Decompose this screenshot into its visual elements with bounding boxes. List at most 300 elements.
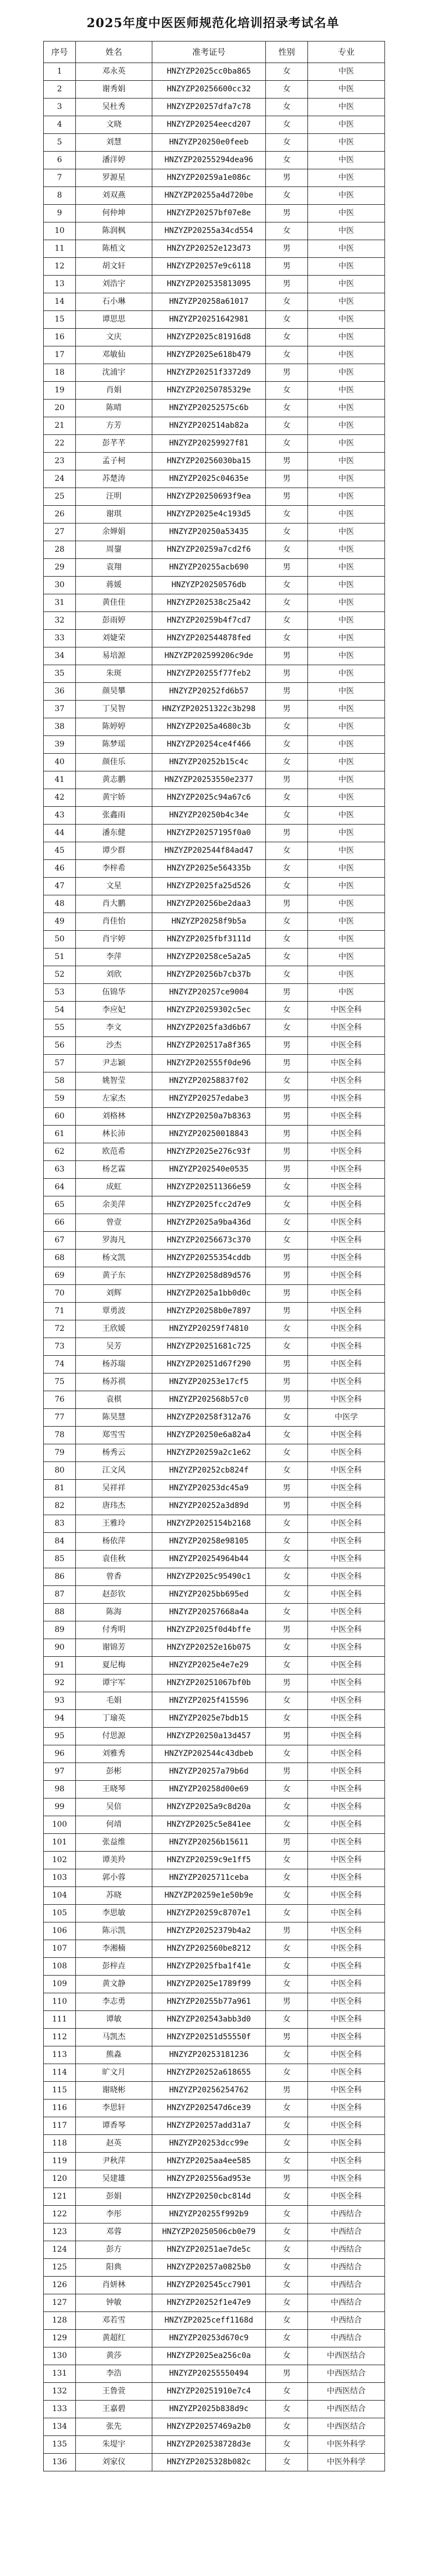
cell-no: 92 [44,1675,76,1692]
cell-gender: 女 [266,1232,308,1250]
cell-gender: 女 [266,99,308,116]
cell-ticket-id: HNZYZP20257a79b6d [152,1763,266,1781]
cell-no: 23 [44,453,76,470]
cell-name: 邓蓉 [76,2223,152,2241]
cell-no: 36 [44,683,76,701]
cell-name: 刘格林 [76,1108,152,1126]
cell-ticket-id: HNZYZP20253e17cf5 [152,1373,266,1391]
cell-ticket-id: HNZYZP20255f992b9 [152,2206,266,2223]
cell-ticket-id: HNZYZP20253181236 [152,2046,266,2064]
cell-gender: 男 [266,665,308,683]
cell-ticket-id: HNZYZP202538728d3e [152,2436,266,2454]
cell-ticket-id: HNZYZP2025a1bb0d0c [152,1285,266,1303]
cell-no: 118 [44,2135,76,2153]
cell-major: 中医全科 [308,1816,385,1834]
table-row [44,931,385,948]
table-row [44,1055,385,1072]
cell-major: 中医 [308,842,385,860]
cell-ticket-id: HNZYZP20257a0825b0 [152,2259,266,2277]
cell-major: 中医全科 [308,1214,385,1232]
header-no: 序号 [44,42,76,63]
cell-no: 81 [44,1480,76,1497]
cell-ticket-id: HNZYZP20255b77a961 [152,1993,266,2011]
cell-name: 汪明 [76,488,152,506]
cell-no: 99 [44,1798,76,1816]
cell-ticket-id: HNZYZP20258e98105 [152,1533,266,1551]
cell-major: 中医全科 [308,1161,385,1179]
cell-gender: 女 [266,1887,308,1905]
cell-ticket-id: HNZYZP202599206c9de [152,647,266,665]
cell-gender: 男 [266,1285,308,1303]
cell-major: 中医全科 [308,1072,385,1090]
table-row [44,1922,385,1940]
table-row [44,612,385,630]
table-row [44,1958,385,1976]
cell-ticket-id: HNZYZP20257195f0a0 [152,825,266,842]
table-row [44,1391,385,1409]
cell-ticket-id: HNZYZP2025aa4ee585 [152,2153,266,2170]
cell-gender: 女 [266,187,308,205]
table-row [44,1179,385,1196]
cell-major: 中医 [308,594,385,612]
cell-major: 中医全科 [308,2011,385,2029]
cell-ticket-id: HNZYZP2025fbf3111d [152,931,266,948]
cell-ticket-id: HNZYZP20251642981 [152,311,266,329]
cell-ticket-id: HNZYZP2025fa25d526 [152,878,266,895]
table-row [44,240,385,258]
cell-name: 王欣媛 [76,1320,152,1338]
cell-name: 旷文月 [76,2064,152,2082]
table-row [44,594,385,612]
cell-name: 肖佳怡 [76,913,152,931]
cell-name: 谭思思 [76,311,152,329]
cell-no: 14 [44,293,76,311]
cell-gender: 女 [266,1816,308,1834]
cell-major: 中西结合 [308,2259,385,2277]
cell-major: 中医全科 [308,2064,385,2082]
cell-gender: 男 [266,701,308,718]
table-row [44,2277,385,2294]
cell-major: 中医全科 [308,1303,385,1320]
cell-major: 中医全科 [308,2100,385,2117]
table-row [44,2117,385,2135]
cell-ticket-id: HNZYZP20250e0feeb [152,134,266,152]
cell-gender: 女 [266,1462,308,1480]
cell-major: 中医 [308,382,385,400]
cell-gender: 女 [266,2046,308,2064]
cell-ticket-id: HNZYZP20252e16b075 [152,1639,266,1657]
cell-no: 91 [44,1657,76,1675]
cell-ticket-id: HNZYZP20250506cb0e79 [152,2223,266,2241]
cell-name: 黄佳佳 [76,594,152,612]
cell-gender: 男 [266,1037,308,1055]
cell-gender: 女 [266,1781,308,1798]
cell-no: 80 [44,1462,76,1480]
cell-name: 李梓希 [76,860,152,878]
table-header-row [44,42,385,63]
cell-major: 中医全科 [308,1639,385,1657]
cell-no: 30 [44,577,76,594]
cell-ticket-id: HNZYZP20252379b4a2 [152,1922,266,1940]
cell-ticket-id: HNZYZP20250a53435 [152,524,266,541]
cell-major: 中医 [308,506,385,524]
cell-name: 李湘楠 [76,1940,152,1958]
table-row [44,382,385,400]
cell-major: 中医 [308,205,385,222]
cell-gender: 女 [266,1551,308,1568]
cell-no: 61 [44,1126,76,1143]
cell-no: 108 [44,1958,76,1976]
header-major: 专业 [308,42,385,63]
cell-no: 29 [44,559,76,577]
cell-gender: 女 [266,807,308,825]
table-row [44,1320,385,1338]
cell-major: 中医全科 [308,1037,385,1055]
cell-name: 王嘉碧 [76,2401,152,2418]
cell-major: 中医全科 [308,1267,385,1285]
table-row [44,1002,385,1019]
cell-gender: 女 [266,382,308,400]
cell-ticket-id: HNZYZP20256673c370 [152,1232,266,1250]
cell-gender: 女 [266,1002,308,1019]
cell-ticket-id: HNZYZP20250785329e [152,382,266,400]
cell-major: 中医全科 [308,2153,385,2170]
cell-name: 曾壹 [76,1214,152,1232]
table-row [44,1905,385,1922]
cell-major: 中医外科学 [308,2436,385,2454]
cell-ticket-id: HNZYZP2025154b2168 [152,1515,266,1533]
table-row [44,2436,385,2454]
cell-name: 袁翔 [76,559,152,577]
cell-gender: 女 [266,948,308,966]
table-row [44,1338,385,1356]
cell-ticket-id: HNZYZP202517a8f365 [152,1037,266,1055]
table-row [44,2347,385,2365]
cell-ticket-id: HNZYZP20255f77feb2 [152,665,266,683]
cell-major: 中医全科 [308,1675,385,1692]
cell-major: 中医 [308,453,385,470]
cell-ticket-id: HNZYZP2025ceff1168d [152,2312,266,2330]
table-row [44,470,385,488]
table-row [44,1940,385,1958]
cell-no: 68 [44,1250,76,1267]
cell-ticket-id: HNZYZP20257dfa7c78 [152,99,266,116]
cell-major: 中医 [308,364,385,382]
cell-ticket-id: HNZYZP2025a4680c3b [152,718,266,736]
cell-gender: 男 [266,1675,308,1692]
cell-no: 26 [44,506,76,524]
cell-name: 张鑫雨 [76,807,152,825]
cell-ticket-id: HNZYZP20250a7b8363 [152,1108,266,1126]
cell-gender: 女 [266,2418,308,2436]
table-row [44,1196,385,1214]
cell-name: 文星 [76,878,152,895]
cell-gender: 女 [266,1515,308,1533]
cell-gender: 女 [266,2401,308,2418]
cell-gender: 女 [266,2277,308,2294]
cell-no: 72 [44,1320,76,1338]
cell-no: 1 [44,63,76,81]
cell-no: 57 [44,1055,76,1072]
cell-name: 彭彬 [76,1763,152,1781]
cell-name: 李萍 [76,948,152,966]
cell-no: 9 [44,205,76,222]
cell-ticket-id: HNZYZP2025cc0ba865 [152,63,266,81]
cell-gender: 男 [266,488,308,506]
cell-no: 116 [44,2100,76,2117]
cell-major: 中医 [308,329,385,346]
table-row [44,205,385,222]
cell-ticket-id: HNZYZP20253dc45a9 [152,1480,266,1497]
cell-gender: 女 [266,594,308,612]
table-row [44,2064,385,2082]
cell-gender: 女 [266,1019,308,1037]
cell-name: 刘浩宇 [76,276,152,293]
table-row [44,1781,385,1798]
cell-name: 付思源 [76,1728,152,1745]
cell-ticket-id: HNZYZP2025711ceba [152,1869,266,1887]
cell-ticket-id: HNZYZP20257edabe3 [152,1090,266,1108]
cell-name: 彭芊芊 [76,435,152,453]
cell-name: 熊淼 [76,2046,152,2064]
cell-gender: 女 [266,1179,308,1196]
cell-ticket-id: HNZYZP2025e1789f99 [152,1976,266,1993]
cell-no: 62 [44,1143,76,1161]
cell-gender: 男 [266,1055,308,1072]
cell-name: 姚智莹 [76,1072,152,1090]
cell-name: 赵英 [76,2135,152,2153]
cell-ticket-id: HNZYZP20258ce5a2a5 [152,948,266,966]
cell-gender: 女 [266,524,308,541]
cell-major: 中医 [308,311,385,329]
cell-no: 133 [44,2401,76,2418]
cell-major: 中医全科 [308,1834,385,1852]
cell-major: 中西医结合 [308,2347,385,2365]
cell-ticket-id: HNZYZP20259e1e50b9e [152,1887,266,1905]
cell-no: 84 [44,1533,76,1551]
cell-name: 邓敏仙 [76,346,152,364]
table-row [44,1834,385,1852]
cell-no: 45 [44,842,76,860]
table-row [44,984,385,1002]
cell-gender: 女 [266,630,308,647]
cell-ticket-id: HNZYZP2025b838d9c [152,2401,266,2418]
cell-no: 85 [44,1551,76,1568]
cell-ticket-id: HNZYZP20255550494 [152,2365,266,2383]
cell-name: 邓永英 [76,63,152,81]
cell-ticket-id: HNZYZP20251067bf0b [152,1675,266,1692]
cell-ticket-id: HNZYZP20254ce4f466 [152,736,266,754]
table-row [44,1232,385,1250]
cell-no: 19 [44,382,76,400]
cell-major: 中医全科 [308,1551,385,1568]
cell-gender: 男 [266,2365,308,2383]
cell-major: 中医 [308,134,385,152]
cell-gender: 女 [266,1869,308,1887]
cell-no: 105 [44,1905,76,1922]
cell-gender: 男 [266,1480,308,1497]
cell-gender: 女 [266,311,308,329]
table-row [44,152,385,169]
cell-ticket-id: HNZYZP2025c94a67c6 [152,789,266,807]
cell-gender: 女 [266,2064,308,2082]
table-row [44,2241,385,2259]
table-row [44,435,385,453]
cell-ticket-id: HNZYZP20252fd6b57 [152,683,266,701]
cell-no: 119 [44,2153,76,2170]
table-row [44,1551,385,1568]
cell-no: 54 [44,1002,76,1019]
cell-no: 87 [44,1586,76,1604]
cell-ticket-id: HNZYZP2025c04635e [152,470,266,488]
cell-ticket-id: HNZYZP20250cbc814d [152,2188,266,2206]
cell-major: 中医全科 [308,1285,385,1303]
cell-ticket-id: HNZYZP2025a9c8d20a [152,1798,266,1816]
table-row [44,1019,385,1037]
cell-ticket-id: HNZYZP20251681c725 [152,1338,266,1356]
cell-ticket-id: HNZYZP20257668a4a [152,1604,266,1621]
cell-ticket-id: HNZYZP202545cc7901 [152,2277,266,2294]
cell-name: 唐玮杰 [76,1497,152,1515]
cell-gender: 女 [266,736,308,754]
cell-no: 7 [44,169,76,187]
cell-ticket-id: HNZYZP20257bf07e8e [152,205,266,222]
cell-gender: 女 [266,931,308,948]
cell-gender: 男 [266,276,308,293]
table-row [44,1692,385,1710]
cell-gender: 男 [266,895,308,913]
table-row [44,1497,385,1515]
cell-ticket-id: HNZYZP20257add31a7 [152,2117,266,2135]
table-row [44,701,385,718]
cell-major: 中医全科 [308,1250,385,1267]
cell-name: 杨依萍 [76,1533,152,1551]
table-row [44,169,385,187]
cell-gender: 女 [266,2011,308,2029]
cell-no: 126 [44,2277,76,2294]
cell-no: 89 [44,1621,76,1639]
cell-no: 5 [44,134,76,152]
table-row [44,878,385,895]
cell-gender: 女 [266,400,308,417]
cell-major: 中医全科 [308,1462,385,1480]
cell-gender: 男 [266,1993,308,2011]
cell-ticket-id: HNZYZP20254964b44 [152,1551,266,1568]
table-row [44,99,385,116]
cell-gender: 女 [266,116,308,134]
cell-gender: 男 [266,1108,308,1126]
table-row [44,2383,385,2401]
cell-major: 中医全科 [308,2188,385,2206]
cell-major: 中医 [308,630,385,647]
cell-no: 74 [44,1356,76,1373]
cell-ticket-id: HNZYZP2025bb695ed [152,1586,266,1604]
cell-gender: 男 [266,1373,308,1391]
table-row [44,417,385,435]
table-row [44,346,385,364]
cell-name: 谢琪 [76,506,152,524]
cell-name: 张先 [76,2418,152,2436]
cell-name: 邓若雪 [76,2312,152,2330]
cell-name: 丁吴智 [76,701,152,718]
table-row [44,1250,385,1267]
cell-major: 中医全科 [308,1852,385,1869]
cell-no: 13 [44,276,76,293]
cell-no: 94 [44,1710,76,1728]
cell-major: 中医全科 [308,1922,385,1940]
cell-name: 袁佳秋 [76,1551,152,1568]
cell-major: 中医全科 [308,1497,385,1515]
cell-gender: 男 [266,2082,308,2100]
cell-gender: 男 [266,984,308,1002]
cell-ticket-id: HNZYZP20257469a2b0 [152,2418,266,2436]
cell-ticket-id: HNZYZP20259927f81 [152,435,266,453]
cell-major: 中医全科 [308,2117,385,2135]
cell-major: 中医 [308,895,385,913]
cell-name: 杨苏祺 [76,1373,152,1391]
cell-name: 罗源星 [76,169,152,187]
table-row [44,488,385,506]
cell-gender: 女 [266,2383,308,2401]
table-row [44,187,385,205]
cell-major: 中医全科 [308,1657,385,1675]
cell-no: 22 [44,435,76,453]
cell-ticket-id: HNZYZP20256b15611 [152,1834,266,1852]
cell-major: 中医 [308,701,385,718]
cell-major: 中医 [308,346,385,364]
cell-no: 98 [44,1781,76,1798]
cell-ticket-id: HNZYZP20255294dea96 [152,152,266,169]
cell-no: 12 [44,258,76,276]
cell-ticket-id: HNZYZP20251910e7c4 [152,2383,266,2401]
cell-ticket-id: HNZYZP20252a3d89d [152,1497,266,1515]
table-row [44,2454,385,2471]
cell-ticket-id: HNZYZP202560be8212 [152,1940,266,1958]
cell-name: 谭宇军 [76,1675,152,1692]
table-row [44,400,385,417]
cell-no: 127 [44,2294,76,2312]
cell-major: 中医全科 [308,1604,385,1621]
cell-major: 中医 [308,187,385,205]
cell-no: 120 [44,2170,76,2188]
cell-name: 潘洋婷 [76,152,152,169]
cell-major: 中医全科 [308,1391,385,1409]
table-row [44,1604,385,1621]
cell-major: 中医全科 [308,1692,385,1710]
cell-major: 中医 [308,860,385,878]
cell-no: 101 [44,1834,76,1852]
table-row [44,1976,385,1993]
header-gender: 性别 [266,42,308,63]
cell-major: 中医全科 [308,1887,385,1905]
table-row [44,807,385,825]
cell-ticket-id: HNZYZP2025c5e841ee [152,1816,266,1834]
table-row [44,1852,385,1869]
cell-no: 123 [44,2223,76,2241]
cell-gender: 女 [266,2206,308,2223]
cell-name: 尹秋萍 [76,2153,152,2170]
cell-major: 中西医结合 [308,2401,385,2418]
cell-major: 中西结合 [308,2277,385,2294]
cell-major: 中医 [308,222,385,240]
table-row [44,2188,385,2206]
cell-gender: 女 [266,134,308,152]
cell-no: 124 [44,2241,76,2259]
cell-ticket-id: HNZYZP202514ab82a [152,417,266,435]
cell-major: 中医全科 [308,1196,385,1214]
cell-no: 28 [44,541,76,559]
table-row [44,559,385,577]
